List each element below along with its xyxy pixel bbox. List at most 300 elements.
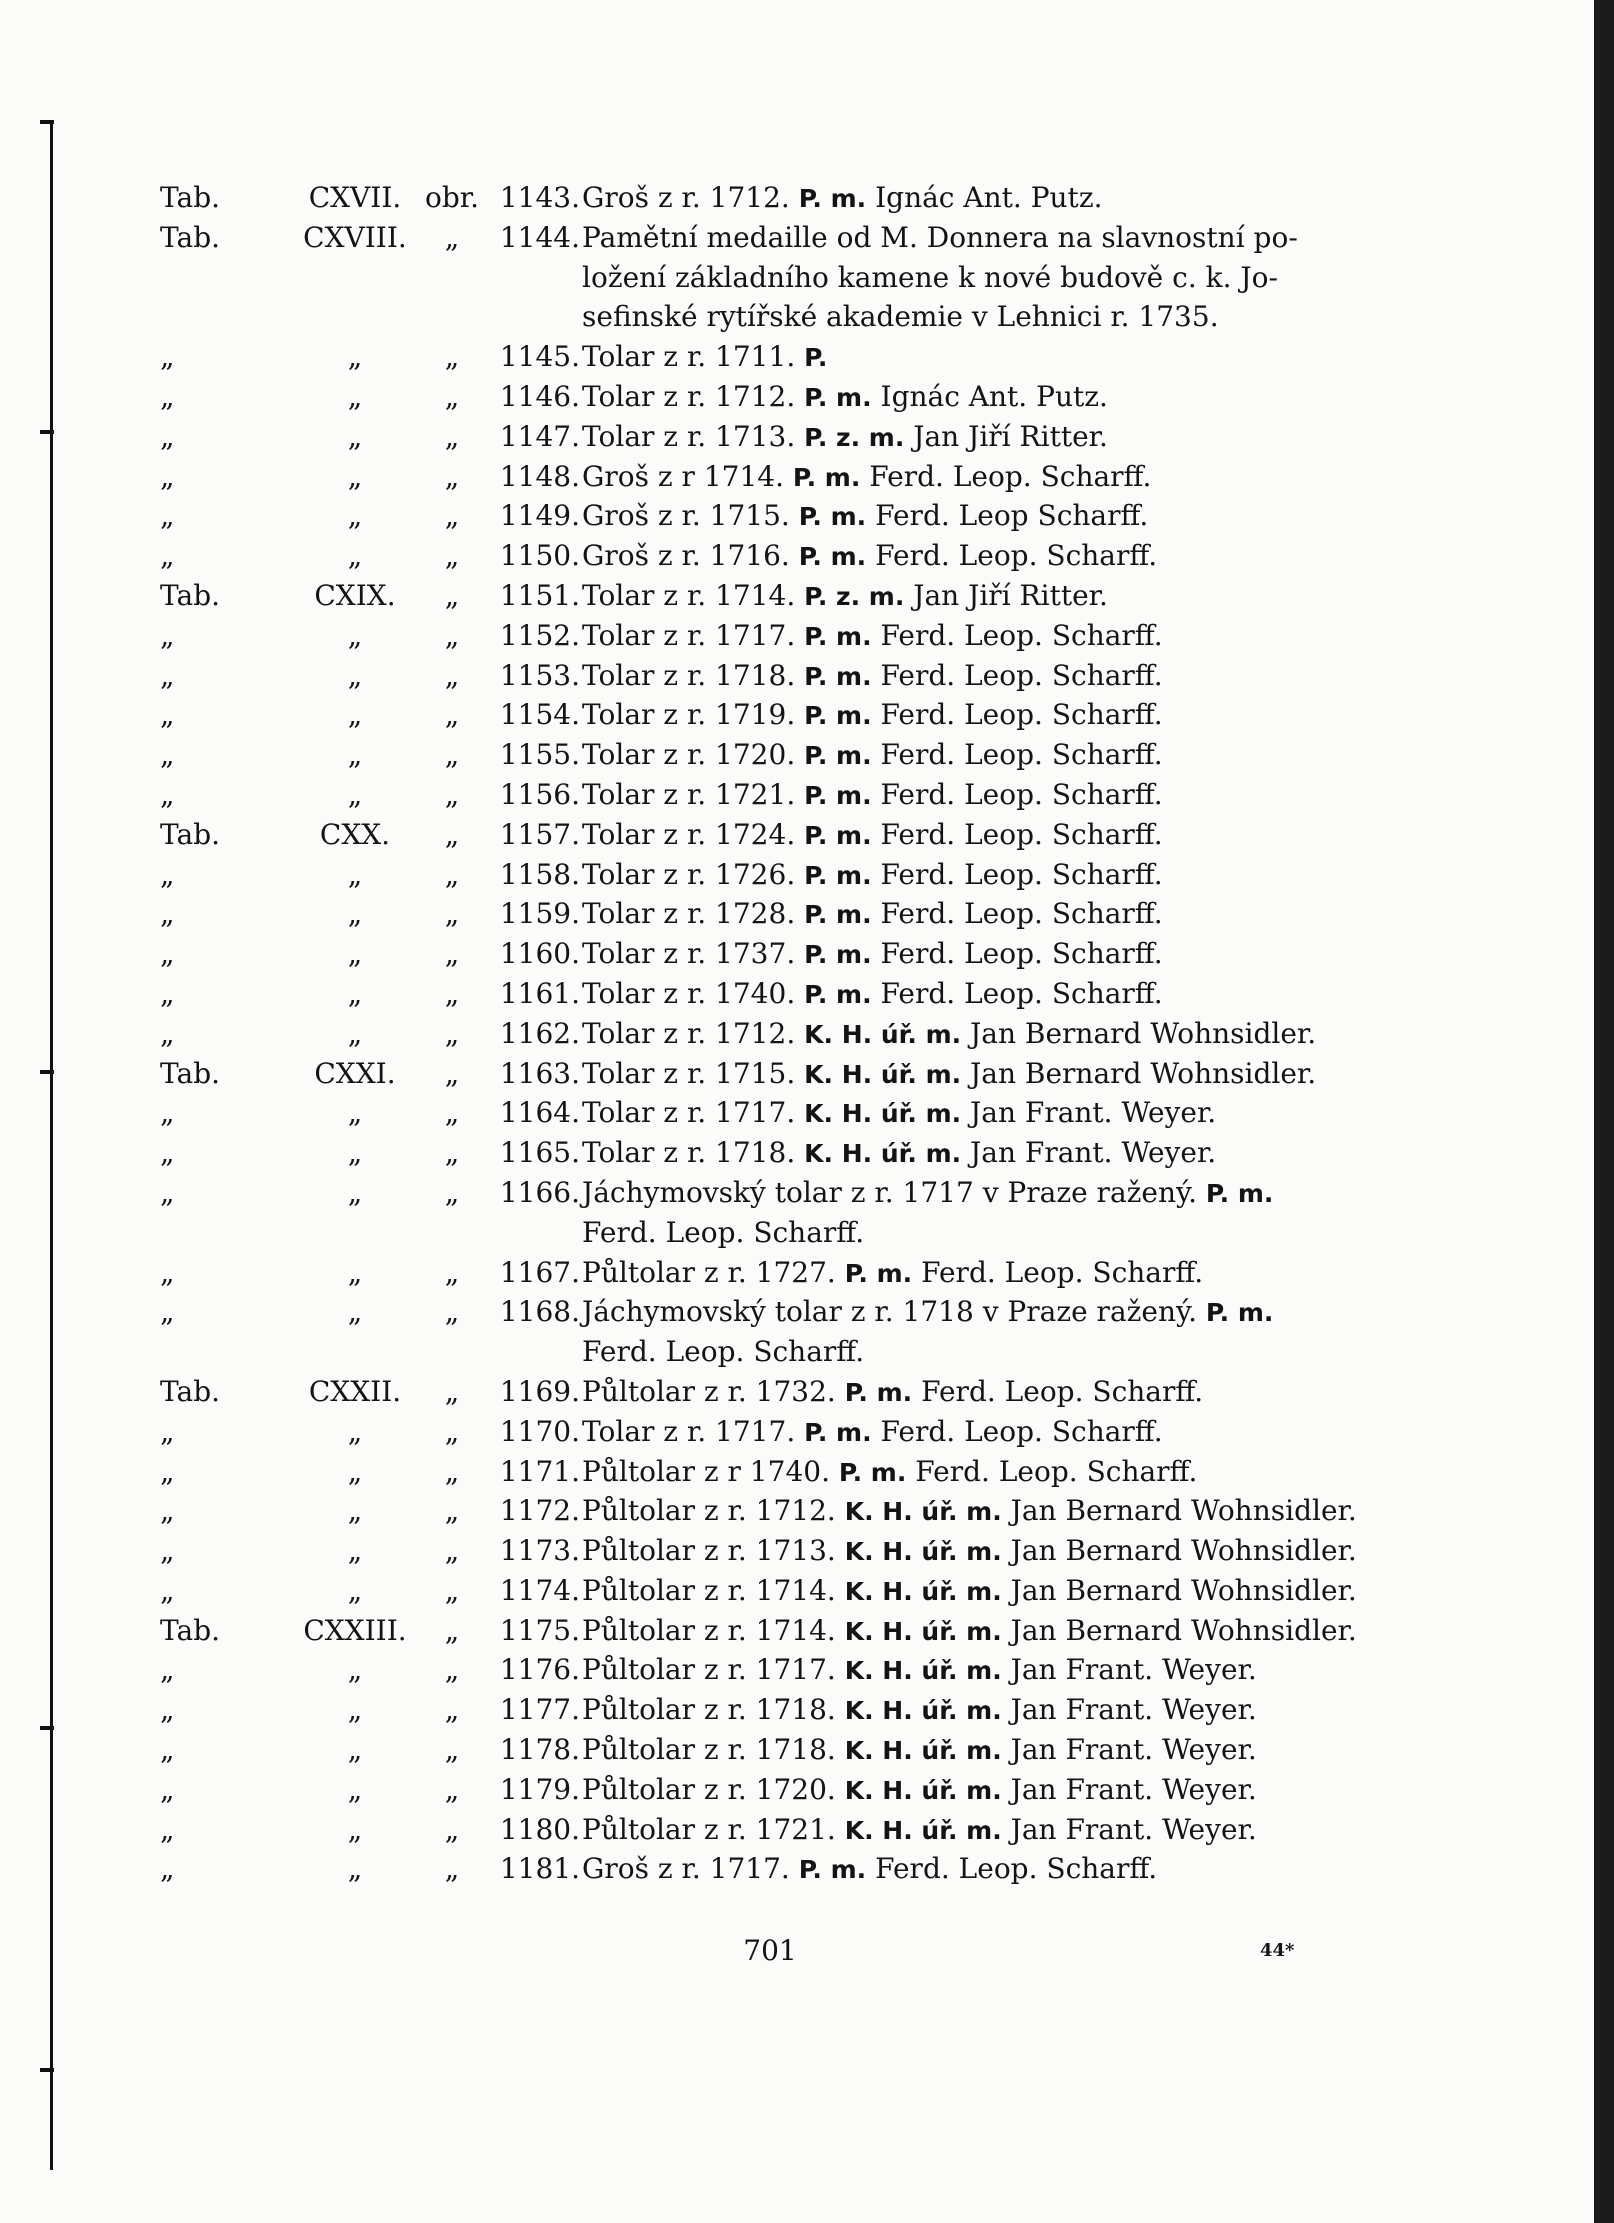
- description-text: Ignác Ant. Putz.: [871, 379, 1108, 413]
- row-description: [582, 1611, 1382, 1652]
- catalog-row: [160, 377, 1380, 417]
- row-plate-number: „: [347, 419, 363, 453]
- description-text: Groš z r. 1717.: [582, 1852, 799, 1886]
- catalog-row: [160, 496, 1380, 536]
- mint-mark: P.: [804, 343, 828, 373]
- description-text: Půltolar z r. 1714.: [582, 1613, 845, 1647]
- row-face-label: „: [444, 1056, 460, 1090]
- row-tab-label: „: [160, 698, 175, 732]
- mint-mark: K. H. úř. m.: [804, 1019, 962, 1049]
- row-plate-number: „: [347, 777, 363, 811]
- row-face-label: „: [444, 1653, 460, 1687]
- row-plate-number: „: [347, 1653, 363, 1687]
- row-face-label: „: [444, 897, 460, 931]
- catalog-row: [160, 1770, 1380, 1810]
- binding-mark: [40, 2068, 54, 2072]
- description-text: Jan Bernard Wohnsidler.: [1001, 1573, 1357, 1607]
- description-text: Půltolar z r 1740.: [582, 1454, 839, 1488]
- description-text: Jan Bernard Wohnsidler.: [1001, 1494, 1357, 1528]
- catalog-row: [160, 1292, 1380, 1332]
- mint-mark: P. m.: [792, 462, 861, 492]
- row-tab-label: „: [160, 419, 175, 453]
- description-text: Ferd. Leop. Scharff.: [871, 658, 1163, 692]
- row-face-label: „: [444, 499, 460, 533]
- mint-mark: P. m.: [804, 621, 872, 651]
- row-plate-number: „: [347, 937, 363, 971]
- row-face-label: „: [444, 539, 460, 573]
- row-tab-label: „: [160, 897, 175, 931]
- description-text: Ferd. Leop. Scharff.: [866, 539, 1158, 573]
- catalog-row: [160, 1690, 1380, 1730]
- mint-mark: P. m.: [804, 900, 872, 930]
- row-description: [582, 1014, 1382, 1055]
- row-face-label: „: [444, 817, 460, 851]
- row-tab-label: „: [160, 1175, 175, 1209]
- row-description: [582, 457, 1382, 498]
- mint-mark: K. H. úř. m.: [844, 1775, 1002, 1805]
- row-plate-number: „: [347, 499, 363, 533]
- row-entry-number: 1174.: [499, 1573, 580, 1607]
- row-tab-label: „: [160, 1295, 175, 1329]
- row-entry-number: 1158.: [499, 857, 580, 891]
- description-text: Půltolar z r. 1718.: [582, 1693, 845, 1727]
- row-entry-number: 1163.: [499, 1056, 580, 1090]
- row-entry-number: 1176.: [499, 1653, 580, 1687]
- mint-mark: P. m.: [844, 1258, 913, 1288]
- row-description: [582, 775, 1382, 816]
- description-text: Groš z r. 1716.: [582, 539, 799, 573]
- description-text: Jan Bernard Wohnsidler.: [961, 1056, 1317, 1090]
- row-entry-number: 1172.: [499, 1494, 580, 1528]
- row-plate-number: „: [347, 897, 363, 931]
- row-face-label: „: [444, 1613, 460, 1647]
- row-plate-number: „: [347, 857, 363, 891]
- row-entry-number: 1148.: [499, 459, 580, 493]
- row-description: [582, 1332, 1382, 1372]
- description-text: Půltolar z r. 1717.: [582, 1653, 845, 1687]
- row-tab-label: „: [160, 340, 175, 374]
- description-text: Tolar z r. 1724.: [582, 817, 805, 851]
- row-description: [582, 178, 1382, 219]
- row-face-label: „: [444, 1096, 460, 1130]
- row-entry-number: 1181.: [499, 1852, 580, 1886]
- catalog-row: [160, 1372, 1380, 1412]
- row-face-label: „: [444, 1136, 460, 1170]
- catalog-row: [160, 1452, 1380, 1492]
- catalog-row: [160, 536, 1380, 576]
- binding-edge: [50, 120, 53, 2170]
- description-text: Půltolar z r. 1720.: [582, 1772, 845, 1806]
- row-plate-number: CXVII.: [308, 181, 402, 214]
- row-face-label: „: [444, 1454, 460, 1488]
- row-tab-label: „: [160, 1772, 175, 1806]
- row-tab-label: „: [160, 1016, 175, 1050]
- row-face-label: „: [444, 1175, 460, 1209]
- row-description: [582, 1133, 1382, 1174]
- row-tab-label: „: [160, 499, 175, 533]
- description-text: Tolar z r. 1714.: [582, 578, 805, 612]
- row-tab-label: „: [160, 1653, 175, 1687]
- row-plate-number: CXVIII.: [303, 220, 407, 254]
- row-plate-number: „: [347, 1454, 363, 1488]
- row-face-label: „: [444, 1772, 460, 1806]
- row-face-label: obr.: [425, 181, 479, 214]
- description-text: Půltolar z r. 1732.: [582, 1374, 845, 1408]
- description-text: Ferd. Leop. Scharff.: [871, 618, 1163, 652]
- row-tab-label: „: [160, 1136, 175, 1170]
- row-description: [582, 656, 1382, 697]
- description-text: Ferd. Leop. Scharff.: [871, 777, 1163, 811]
- row-description: [582, 1849, 1382, 1890]
- row-entry-number: 1150.: [499, 539, 580, 573]
- row-face-label: „: [444, 1733, 460, 1767]
- row-tab-label: „: [160, 1693, 175, 1727]
- row-description: [582, 695, 1382, 736]
- row-tab-label: „: [160, 618, 175, 652]
- row-face-label: „: [444, 857, 460, 891]
- row-description: [582, 576, 1382, 617]
- description-text: Jáchymovský tolar z r. 1718 v Praze ražený.: [582, 1295, 1206, 1329]
- row-tab-label: „: [160, 1573, 175, 1607]
- row-tab-label: Tab.: [160, 578, 221, 612]
- row-plate-number: „: [347, 1175, 363, 1209]
- row-tab-label: Tab.: [160, 1374, 221, 1408]
- row-description: [582, 496, 1382, 537]
- row-tab-label: Tab.: [160, 220, 221, 254]
- mint-mark: K. H. úř. m.: [844, 1497, 1002, 1527]
- page-number: 701: [743, 1934, 797, 1967]
- row-entry-number: 1154.: [499, 698, 580, 732]
- row-tab-label: „: [160, 937, 175, 971]
- mint-mark: P. m.: [804, 661, 872, 691]
- row-tab-label: „: [160, 1454, 175, 1488]
- description-text: Půltolar z r. 1721.: [582, 1812, 845, 1846]
- mint-mark: K. H. úř. m.: [804, 1139, 962, 1169]
- description-text: Ferd. Leop. Scharff.: [912, 1255, 1204, 1289]
- description-text: Tolar z r. 1717.: [582, 1414, 805, 1448]
- row-face-label: „: [444, 1414, 460, 1448]
- binding-mark: [40, 1070, 54, 1074]
- row-plate-number: „: [347, 1414, 363, 1448]
- mint-mark: K. H. úř. m.: [844, 1576, 1002, 1606]
- description-text: Jan Frant. Weyer.: [1001, 1653, 1257, 1687]
- catalog-row: [160, 735, 1380, 775]
- row-tab-label: „: [160, 1812, 175, 1846]
- mint-mark: P. m.: [798, 184, 867, 213]
- row-plate-number: „: [347, 1255, 363, 1289]
- description-text: Tolar z r. 1712.: [582, 379, 805, 413]
- row-face-label: „: [444, 340, 460, 374]
- row-description: [582, 337, 1382, 378]
- mint-mark: K. H. úř. m.: [844, 1696, 1002, 1726]
- catalog-row: [160, 1133, 1380, 1173]
- row-entry-number: 1178.: [499, 1733, 580, 1767]
- mint-mark: P. m.: [844, 1377, 913, 1407]
- description-text: Jan Bernard Wohnsidler.: [961, 1016, 1317, 1050]
- row-face-label: „: [444, 1374, 460, 1408]
- row-description: [582, 815, 1382, 856]
- row-face-label: „: [444, 738, 460, 772]
- row-entry-number: 1151.: [499, 578, 580, 612]
- catalog-row: [160, 457, 1380, 497]
- row-face-label: „: [444, 1812, 460, 1846]
- row-description: [582, 855, 1382, 896]
- row-entry-number: 1156.: [499, 777, 580, 811]
- binding-mark: [40, 120, 54, 124]
- description-text: Jan Frant. Weyer.: [961, 1096, 1217, 1130]
- row-tab-label: „: [160, 1733, 175, 1767]
- mint-mark: P. m.: [804, 860, 872, 890]
- mint-mark: P. z. m.: [804, 422, 905, 452]
- row-tab-label: „: [160, 857, 175, 891]
- description-text: Tolar z r. 1740.: [582, 976, 805, 1010]
- row-entry-number: 1143.: [499, 181, 580, 214]
- row-entry-number: 1166.: [499, 1175, 580, 1209]
- mint-mark: P. m.: [804, 780, 872, 810]
- description-text: Ferd. Leop. Scharff.: [871, 817, 1163, 851]
- row-tab-label: „: [160, 777, 175, 811]
- row-entry-number: 1157.: [499, 817, 580, 851]
- mint-mark: P. m.: [804, 979, 872, 1009]
- row-entry-number: 1167.: [499, 1255, 580, 1289]
- catalog-row: [160, 218, 1380, 258]
- row-face-label: „: [444, 1016, 460, 1050]
- description-text: Tolar z r. 1721.: [582, 777, 805, 811]
- row-description: [582, 218, 1382, 258]
- row-plate-number: „: [347, 1016, 363, 1050]
- row-face-label: „: [444, 578, 460, 612]
- row-tab-label: „: [160, 976, 175, 1010]
- row-face-label: „: [444, 1852, 460, 1886]
- row-face-label: „: [444, 1494, 460, 1528]
- description-text: Groš z r. 1715.: [582, 499, 799, 533]
- row-tab-label: „: [160, 1255, 175, 1289]
- catalog-row: [160, 258, 1380, 298]
- mint-mark: P. m.: [804, 1417, 872, 1447]
- description-text: Tolar z r. 1717.: [582, 618, 805, 652]
- binding-mark: [40, 430, 54, 434]
- row-plate-number: CXXIII.: [303, 1613, 407, 1647]
- mint-mark: K. H. úř. m.: [844, 1656, 1002, 1686]
- row-description: [582, 1452, 1382, 1493]
- description-text: Ferd. Leop. Scharff.: [871, 976, 1163, 1010]
- mint-mark: P. m.: [804, 741, 872, 771]
- row-description: [582, 1054, 1382, 1095]
- row-description: [582, 1213, 1382, 1253]
- row-plate-number: „: [347, 1494, 363, 1528]
- description-text: Tolar z r. 1717.: [582, 1096, 805, 1130]
- row-entry-number: 1144.: [499, 220, 580, 254]
- row-plate-number: CXX.: [319, 817, 391, 851]
- row-description: [582, 258, 1382, 298]
- description-text: Ferd. Leop. Scharff.: [871, 937, 1163, 971]
- row-tab-label: „: [160, 738, 175, 772]
- row-plate-number: „: [347, 1096, 363, 1130]
- row-description: [582, 1730, 1382, 1771]
- mint-mark: P. m.: [838, 1457, 907, 1487]
- row-tab-label: „: [160, 1096, 175, 1130]
- description-text: Tolar z r. 1726.: [582, 857, 805, 891]
- catalog-row: [160, 1531, 1380, 1571]
- catalog-row: [160, 1730, 1380, 1770]
- row-plate-number: CXXI.: [314, 1056, 396, 1090]
- catalog-row: [160, 695, 1380, 735]
- description-text: Ferd. Leop. Scharff.: [582, 1335, 865, 1369]
- row-face-label: „: [444, 1295, 460, 1329]
- mint-mark: K. H. úř. m.: [844, 1616, 1002, 1646]
- description-text: Půltolar z r. 1718.: [582, 1733, 845, 1767]
- mint-mark: K. H. úř. m.: [844, 1537, 1002, 1567]
- row-entry-number: 1168.: [499, 1295, 580, 1329]
- catalog-row: [160, 1810, 1380, 1850]
- description-text: Ferd. Leop. Scharff.: [906, 1454, 1198, 1488]
- row-plate-number: CXXII.: [308, 1374, 402, 1408]
- row-description: [582, 377, 1382, 418]
- row-description: [582, 894, 1382, 935]
- row-entry-number: 1149.: [499, 499, 580, 533]
- row-entry-number: 1153.: [499, 658, 580, 692]
- row-entry-number: 1169.: [499, 1374, 580, 1408]
- row-plate-number: „: [347, 658, 363, 692]
- description-text: Ferd. Leop. Scharff.: [866, 1852, 1158, 1886]
- row-tab-label: „: [160, 1534, 175, 1568]
- row-entry-number: 1161.: [499, 976, 580, 1010]
- catalog-row: [160, 1412, 1380, 1452]
- mint-mark: P. m.: [798, 1855, 867, 1885]
- row-entry-number: 1171.: [499, 1454, 580, 1488]
- binding-mark: [40, 1726, 54, 1730]
- row-face-label: „: [444, 698, 460, 732]
- row-tab-label: „: [160, 539, 175, 573]
- row-face-label: „: [444, 1693, 460, 1727]
- row-description: [582, 974, 1382, 1015]
- row-face-label: „: [444, 1534, 460, 1568]
- catalog-row: [160, 1014, 1380, 1054]
- catalog-row: [160, 1253, 1380, 1293]
- description-text: Ferd. Leop. Scharff.: [582, 1215, 865, 1249]
- row-face-label: „: [444, 658, 460, 692]
- row-tab-label: Tab.: [160, 1613, 221, 1647]
- row-tab-label: „: [160, 1414, 175, 1448]
- row-tab-label: Tab.: [160, 1056, 221, 1090]
- row-face-label: „: [444, 777, 460, 811]
- description-text: Ferd. Leop Scharff.: [866, 499, 1149, 533]
- row-entry-number: 1180.: [499, 1812, 580, 1846]
- description-text: Ferd. Leop. Scharff.: [871, 857, 1163, 891]
- mint-mark: P. m.: [1205, 1178, 1274, 1208]
- row-description: [582, 1650, 1382, 1691]
- description-text: Jan Frant. Weyer.: [1001, 1693, 1257, 1727]
- row-plate-number: „: [347, 379, 363, 413]
- description-text: Půltolar z r. 1712.: [582, 1494, 845, 1528]
- description-text: Tolar z r. 1711.: [582, 340, 805, 374]
- row-entry-number: 1173.: [499, 1534, 580, 1568]
- mint-mark: P. m.: [804, 701, 872, 731]
- catalog-row: [160, 1213, 1380, 1253]
- row-face-label: „: [444, 220, 460, 254]
- row-tab-label: „: [160, 658, 175, 692]
- row-description: [582, 1491, 1382, 1532]
- mint-mark: P. m.: [798, 542, 867, 572]
- mint-mark: K. H. úř. m.: [804, 1099, 962, 1129]
- row-face-label: „: [444, 618, 460, 652]
- row-description: [582, 1531, 1382, 1572]
- catalog-row: [160, 297, 1380, 337]
- row-face-label: „: [444, 976, 460, 1010]
- description-text: Jan Bernard Wohnsidler.: [1001, 1534, 1357, 1568]
- row-tab-label: „: [160, 1852, 175, 1886]
- row-entry-number: 1177.: [499, 1693, 580, 1727]
- row-description: [582, 735, 1382, 776]
- mint-mark: P. m.: [804, 940, 872, 970]
- description-text: Tolar z r. 1715.: [582, 1056, 805, 1090]
- description-text: Tolar z r. 1718.: [582, 658, 805, 692]
- mint-mark: K. H. úř. m.: [844, 1815, 1002, 1845]
- row-entry-number: 1165.: [499, 1136, 580, 1170]
- catalog-row: [160, 974, 1380, 1014]
- row-plate-number: „: [347, 976, 363, 1010]
- mint-mark: P. z. m.: [804, 581, 905, 611]
- catalog-row: [160, 815, 1380, 855]
- description-text: Tolar z r. 1737.: [582, 937, 805, 971]
- description-text: Jan Frant. Weyer.: [1001, 1812, 1257, 1846]
- row-entry-number: 1160.: [499, 937, 580, 971]
- row-face-label: „: [444, 937, 460, 971]
- row-plate-number: „: [347, 1693, 363, 1727]
- description-text: Groš z r 1714.: [582, 459, 793, 493]
- row-entry-number: 1164.: [499, 1096, 580, 1130]
- row-description: [582, 1412, 1382, 1453]
- row-description: [582, 1253, 1382, 1294]
- catalog-row: [160, 576, 1380, 616]
- row-plate-number: „: [347, 1295, 363, 1329]
- catalog-row: [160, 656, 1380, 696]
- description-text: Tolar z r. 1728.: [582, 897, 805, 931]
- description-text: Pamětní medaille od M. Donnera na slavnostní po-: [582, 220, 1298, 254]
- mint-mark: K. H. úř. m.: [804, 1059, 962, 1089]
- row-plate-number: „: [347, 459, 363, 493]
- row-entry-number: 1152.: [499, 618, 580, 652]
- row-entry-number: 1145.: [499, 340, 580, 374]
- row-entry-number: 1146.: [499, 379, 580, 413]
- catalog-row: [160, 1093, 1380, 1133]
- row-tab-label: „: [160, 1494, 175, 1528]
- row-entry-number: 1155.: [499, 738, 580, 772]
- row-plate-number: „: [347, 1733, 363, 1767]
- row-plate-number: „: [347, 1812, 363, 1846]
- description-text: ložení základního kamene k nové budově c. k. Jo-: [582, 260, 1278, 294]
- row-description: [582, 1571, 1382, 1612]
- row-description: [582, 616, 1382, 657]
- row-tab-label: Tab.: [160, 817, 221, 851]
- description-text: Tolar z r. 1712.: [582, 1016, 805, 1050]
- description-text: Ferd. Leop. Scharff.: [871, 738, 1163, 772]
- catalog-row: [160, 1491, 1380, 1531]
- catalog-row: [160, 337, 1380, 377]
- row-plate-number: „: [347, 1772, 363, 1806]
- catalog-row: [160, 1173, 1380, 1213]
- row-face-label: „: [444, 1255, 460, 1289]
- row-face-label: „: [444, 379, 460, 413]
- catalog-row: [160, 934, 1380, 974]
- row-plate-number: „: [347, 1534, 363, 1568]
- row-plate-number: „: [347, 698, 363, 732]
- catalog-row: [160, 1054, 1380, 1094]
- catalog-row: [160, 894, 1380, 934]
- description-text: Ferd. Leop. Scharff.: [912, 1374, 1204, 1408]
- description-text: Jan Bernard Wohnsidler.: [1001, 1613, 1357, 1647]
- row-plate-number: „: [347, 738, 363, 772]
